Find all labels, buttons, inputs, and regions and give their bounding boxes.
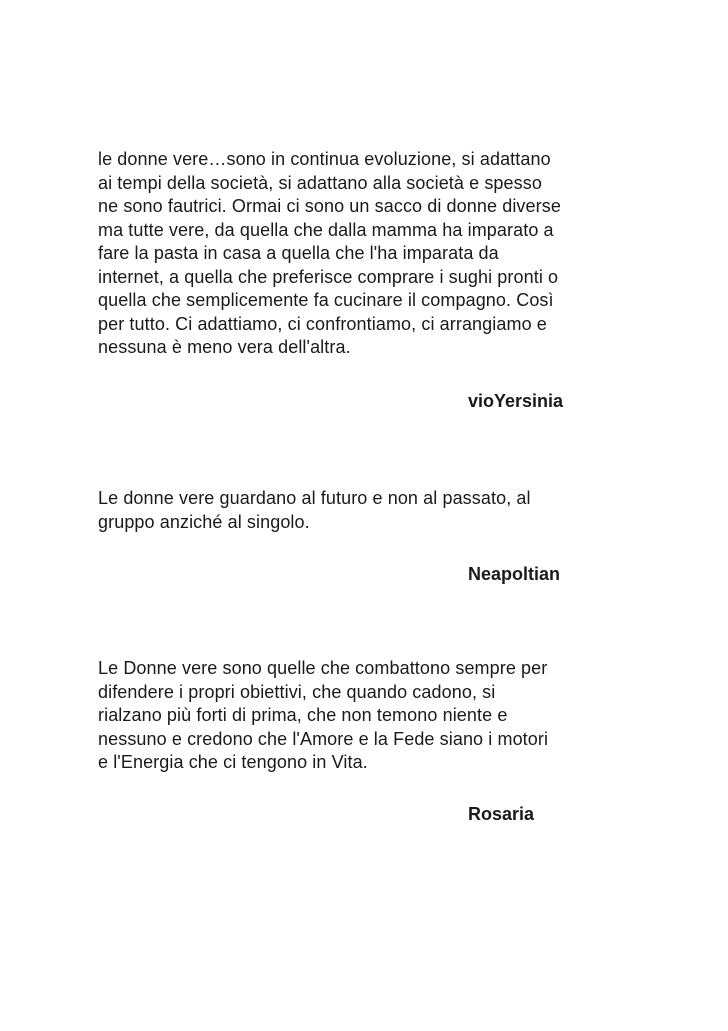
quote-author: Rosaria <box>468 804 535 824</box>
quote-text: Le donne vere guardano al futuro e non al passato, al gruppo anziché al singolo. <box>98 488 531 532</box>
quote-author: vioYersinia <box>468 391 564 411</box>
quote-text: le donne vere…sono in continua evoluzione, si adattano ai tempi della società, si adattano alla società e spesso ne sono fautrici. Ormai ci sono un sacco di donne diverse ma tutte vere, da quella che dalla mamma ha imparato a fare la pasta in casa a quella che l'ha imparata da internet, a quella che preferisce comprare i sughi pronti o quella che semplicemente fa cucinare il compagno. Così per tutto. Ci adattiamo, ci confrontiamo, ci arrangiamo e nessuna è meno vera dell'altra. <box>98 149 561 357</box>
quote-author: Neapoltian <box>468 564 561 584</box>
quote-text: Le Donne vere sono quelle che combattono sempre per difendere i propri obiettivi, che quando cadono, si rialzano più forti di prima, che non temono niente e nessuno e credono che l'Amore e la Fede siano i motori e l'Energia che ci tengono in Vita. <box>98 658 549 772</box>
